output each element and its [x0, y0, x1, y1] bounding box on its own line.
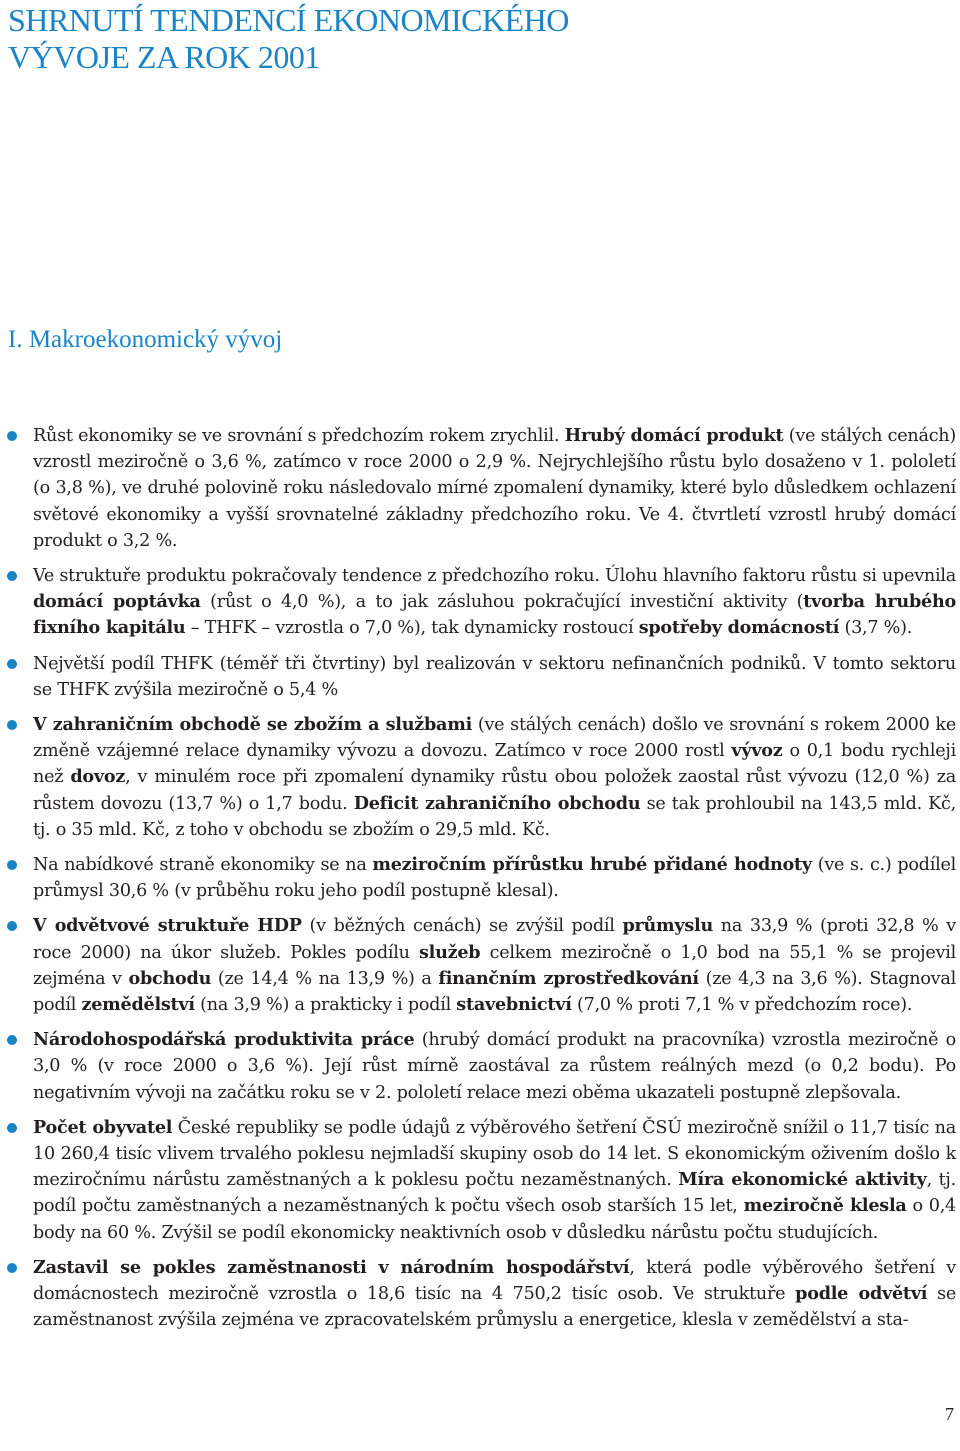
bullet-paragraph	[0, 913, 960, 1018]
bold-text-run: zemědělství	[81, 994, 195, 1016]
text-run: (3,7 %).	[839, 618, 913, 639]
text-run: Na nabídkové straně ekonomiky se na	[33, 855, 373, 876]
bullet-paragraph	[0, 712, 960, 843]
section-heading: I. Makroekonomický vývoj	[8, 326, 283, 353]
text-run: (7,0 % proti 7,1 % v předchozím roce).	[571, 995, 913, 1016]
bold-text-run: meziročně klesla	[743, 1195, 907, 1217]
text-run: Ve struktuře produktu pokračovaly tendence z předchozího roku. Úlohu hlavního faktoru růstu si upevnila	[33, 566, 956, 587]
bullet-paragraph	[0, 1027, 960, 1106]
bold-text-run: stavebnictví	[456, 994, 572, 1016]
text-run: (ze 14,4 % na 13,9 %) a	[211, 968, 439, 989]
bullet-dot-icon	[7, 720, 17, 730]
bold-text-run: domácí poptávka	[33, 591, 201, 613]
bullet-dot-icon	[7, 659, 17, 669]
bullet-paragraph	[0, 651, 960, 703]
bullet-dot-icon	[7, 1035, 17, 1045]
text-run: (ve stálých cenách) vzrostl meziročně o 3,6 %, zatímco v roce 2000 o 2,9 %. Nejrychlejšího růstu bylo dosaženo v 1. pololetí (o 3,8 %), ve druhé polovině roku následovalo mírné zpomalení dynamiky, které bylo důsledkem ochlazení světové ekonomiky a vyšší srovnatelné základny předchozího roku. Ve 4. čtvrtletí vzrostl hrubý domácí produkt o 3,2 %.	[33, 426, 957, 551]
bold-text-run: V zahraničním obchodě se zbožím a službami	[33, 714, 473, 736]
text-run: , v minulém roce při zpomalení dynamiky růstu obou položek zaostal růst vývozu (12,0 %) za růstem dovozu (13,7 %) o 1,7 bodu.	[33, 767, 956, 814]
title-line-1: SHRNUTÍ TENDENCÍ EKONOMICKÉHO	[8, 2, 569, 38]
bold-text-run: obchodu	[128, 967, 212, 989]
bullet-paragraph	[0, 1115, 960, 1246]
bold-text-run: V odvětvové struktuře HDP	[33, 915, 302, 937]
text-run: (v běžných cenách) se zvýšil podíl	[301, 916, 623, 937]
text-run: (ve stálých cenách) došlo ve srovnání s rokem 2000 ke změně vzájemné relace dynamiky vývozu a dovozu. Zatímco v roce 2000 rostl	[33, 715, 956, 762]
bold-text-run: průmyslu	[622, 915, 714, 937]
bold-text-run: vývoz	[731, 740, 783, 762]
text-run: , která podle výběrového šetření v domácnostech meziročně vzrostla o 18,6 tisíc na 4 750,2 tisíc osob. Ve struktuře	[33, 1257, 956, 1305]
text-run: (na 3,9 %) a prakticky i podíl	[194, 995, 457, 1016]
bold-text-run: služeb	[418, 941, 481, 963]
bold-text-run: podle odvětví	[795, 1283, 928, 1305]
bullet-paragraph	[0, 852, 960, 904]
text-run: , tj. podíl počtu zaměstnaných a nezaměstnaných k počtu všech osob starších 15 let,	[33, 1170, 956, 1217]
title-line-2: VÝVOJE ZA ROK 2001	[8, 39, 320, 75]
bullet-paragraph	[0, 1255, 960, 1334]
text-run: Největší podíl THFK (téměř tři čtvrtiny) byl realizován v sektoru nefinančních podniků. V tomto sektoru se THFK zvýšila meziročně o 5,4 %	[33, 653, 956, 700]
page-number: 7	[945, 1404, 954, 1424]
bold-text-run: dovoz	[70, 766, 126, 788]
bullet-dot-icon	[7, 860, 17, 870]
text-run: na 33,9 % (proti 32,8 % v roce 2000) na úkor služeb. Pokles podílu	[33, 916, 956, 963]
bold-text-run: Míra ekonomické aktivity	[678, 1169, 927, 1191]
text-run: se tak prohloubil na 143,5 mld. Kč, tj. o 35 mld. Kč, z toho v obchodu se zbožím o 29,5 mld. Kč.	[33, 793, 956, 840]
bullet-dot-icon	[7, 1263, 17, 1273]
text-run: Růst ekonomiky se ve srovnání s předchozím rokem zrychlil.	[33, 426, 565, 446]
text-run: (růst o 4,0 %), a to jak zásluhou pokračující investiční aktivity (	[200, 592, 804, 613]
bold-text-run: finančním zprostředkování	[438, 967, 699, 989]
bullet-dot-icon	[7, 571, 17, 581]
bold-text-run: meziročním přírůstku hrubé přidané hodnoty	[372, 854, 812, 876]
bullet-dot-icon	[7, 1123, 17, 1133]
bold-text-run: tvorba hrubého fixního kapitálu	[33, 591, 956, 639]
text-run: (ze 4,3 na 3,6 %). Stagnoval podíl	[33, 968, 956, 1016]
bold-text-run: Počet obyvatel	[33, 1116, 173, 1138]
text-run: o 0,1 bodu rychleji než	[33, 741, 956, 788]
text-run: o 0,4 body na 60 %. Zvýšil se podíl ekonomicky neaktivních osob v důsledku nárůstu počtu studujících.	[33, 1196, 956, 1243]
bullet-dot-icon	[7, 431, 17, 441]
bullet-dot-icon	[7, 921, 17, 931]
bold-text-run: spotřeby domácností	[638, 617, 840, 639]
bold-text-run: Deficit zahraničního obchodu	[353, 792, 641, 814]
text-run: (hrubý domácí produkt na pracovníka) vzrostla meziročně o 3,0 % (v roce 2000 o 3,6 %). Její růst mírně zaostával za růstem reálných mezd (o 0,2 bodu). Po negativním vývoji na začátku roku se v 2. pololetí relace mezi oběma ukazateli postupně zlepšovala.	[33, 1030, 956, 1103]
bold-text-run: Zastavil se pokles zaměstnanosti v národním hospodářství	[33, 1256, 630, 1278]
bold-text-run: Hrubý domácí produkt	[564, 425, 784, 446]
text-run: (ve s. c.) podílel průmysl 30,6 % (v průběhu roku jeho podíl postupně klesal).	[33, 855, 956, 902]
text-run: se zaměstnanost zvýšila zejména ve zpracovatelském průmyslu a energetice, klesla v zemědělství a sta-	[33, 1284, 957, 1331]
document-title	[8, 2, 569, 76]
text-run: celkem meziročně o 1,0 bod na 55,1 % se projevil zejména v	[33, 942, 956, 989]
bullet-list	[0, 423, 960, 1343]
bullet-paragraph	[0, 423, 960, 554]
bold-text-run: Národohospodářská produktivita práce	[33, 1029, 415, 1051]
bullet-paragraph	[0, 563, 960, 642]
text-run: České republiky se podle údajů z výběrového šetření ČSÚ meziročně snížil o 11,7 tisíc na 10 260,4 tisíc vlivem trvalého poklesu nejmladší skupiny osob do 14 let. S ekonomickým oživením došlo k meziročnímu nárůstu zaměstnaných a k poklesu počtu nezaměstnaných.	[33, 1117, 956, 1191]
text-run: – THFK – vzrostla o 7,0 %), tak dynamicky rostoucí	[185, 618, 639, 639]
